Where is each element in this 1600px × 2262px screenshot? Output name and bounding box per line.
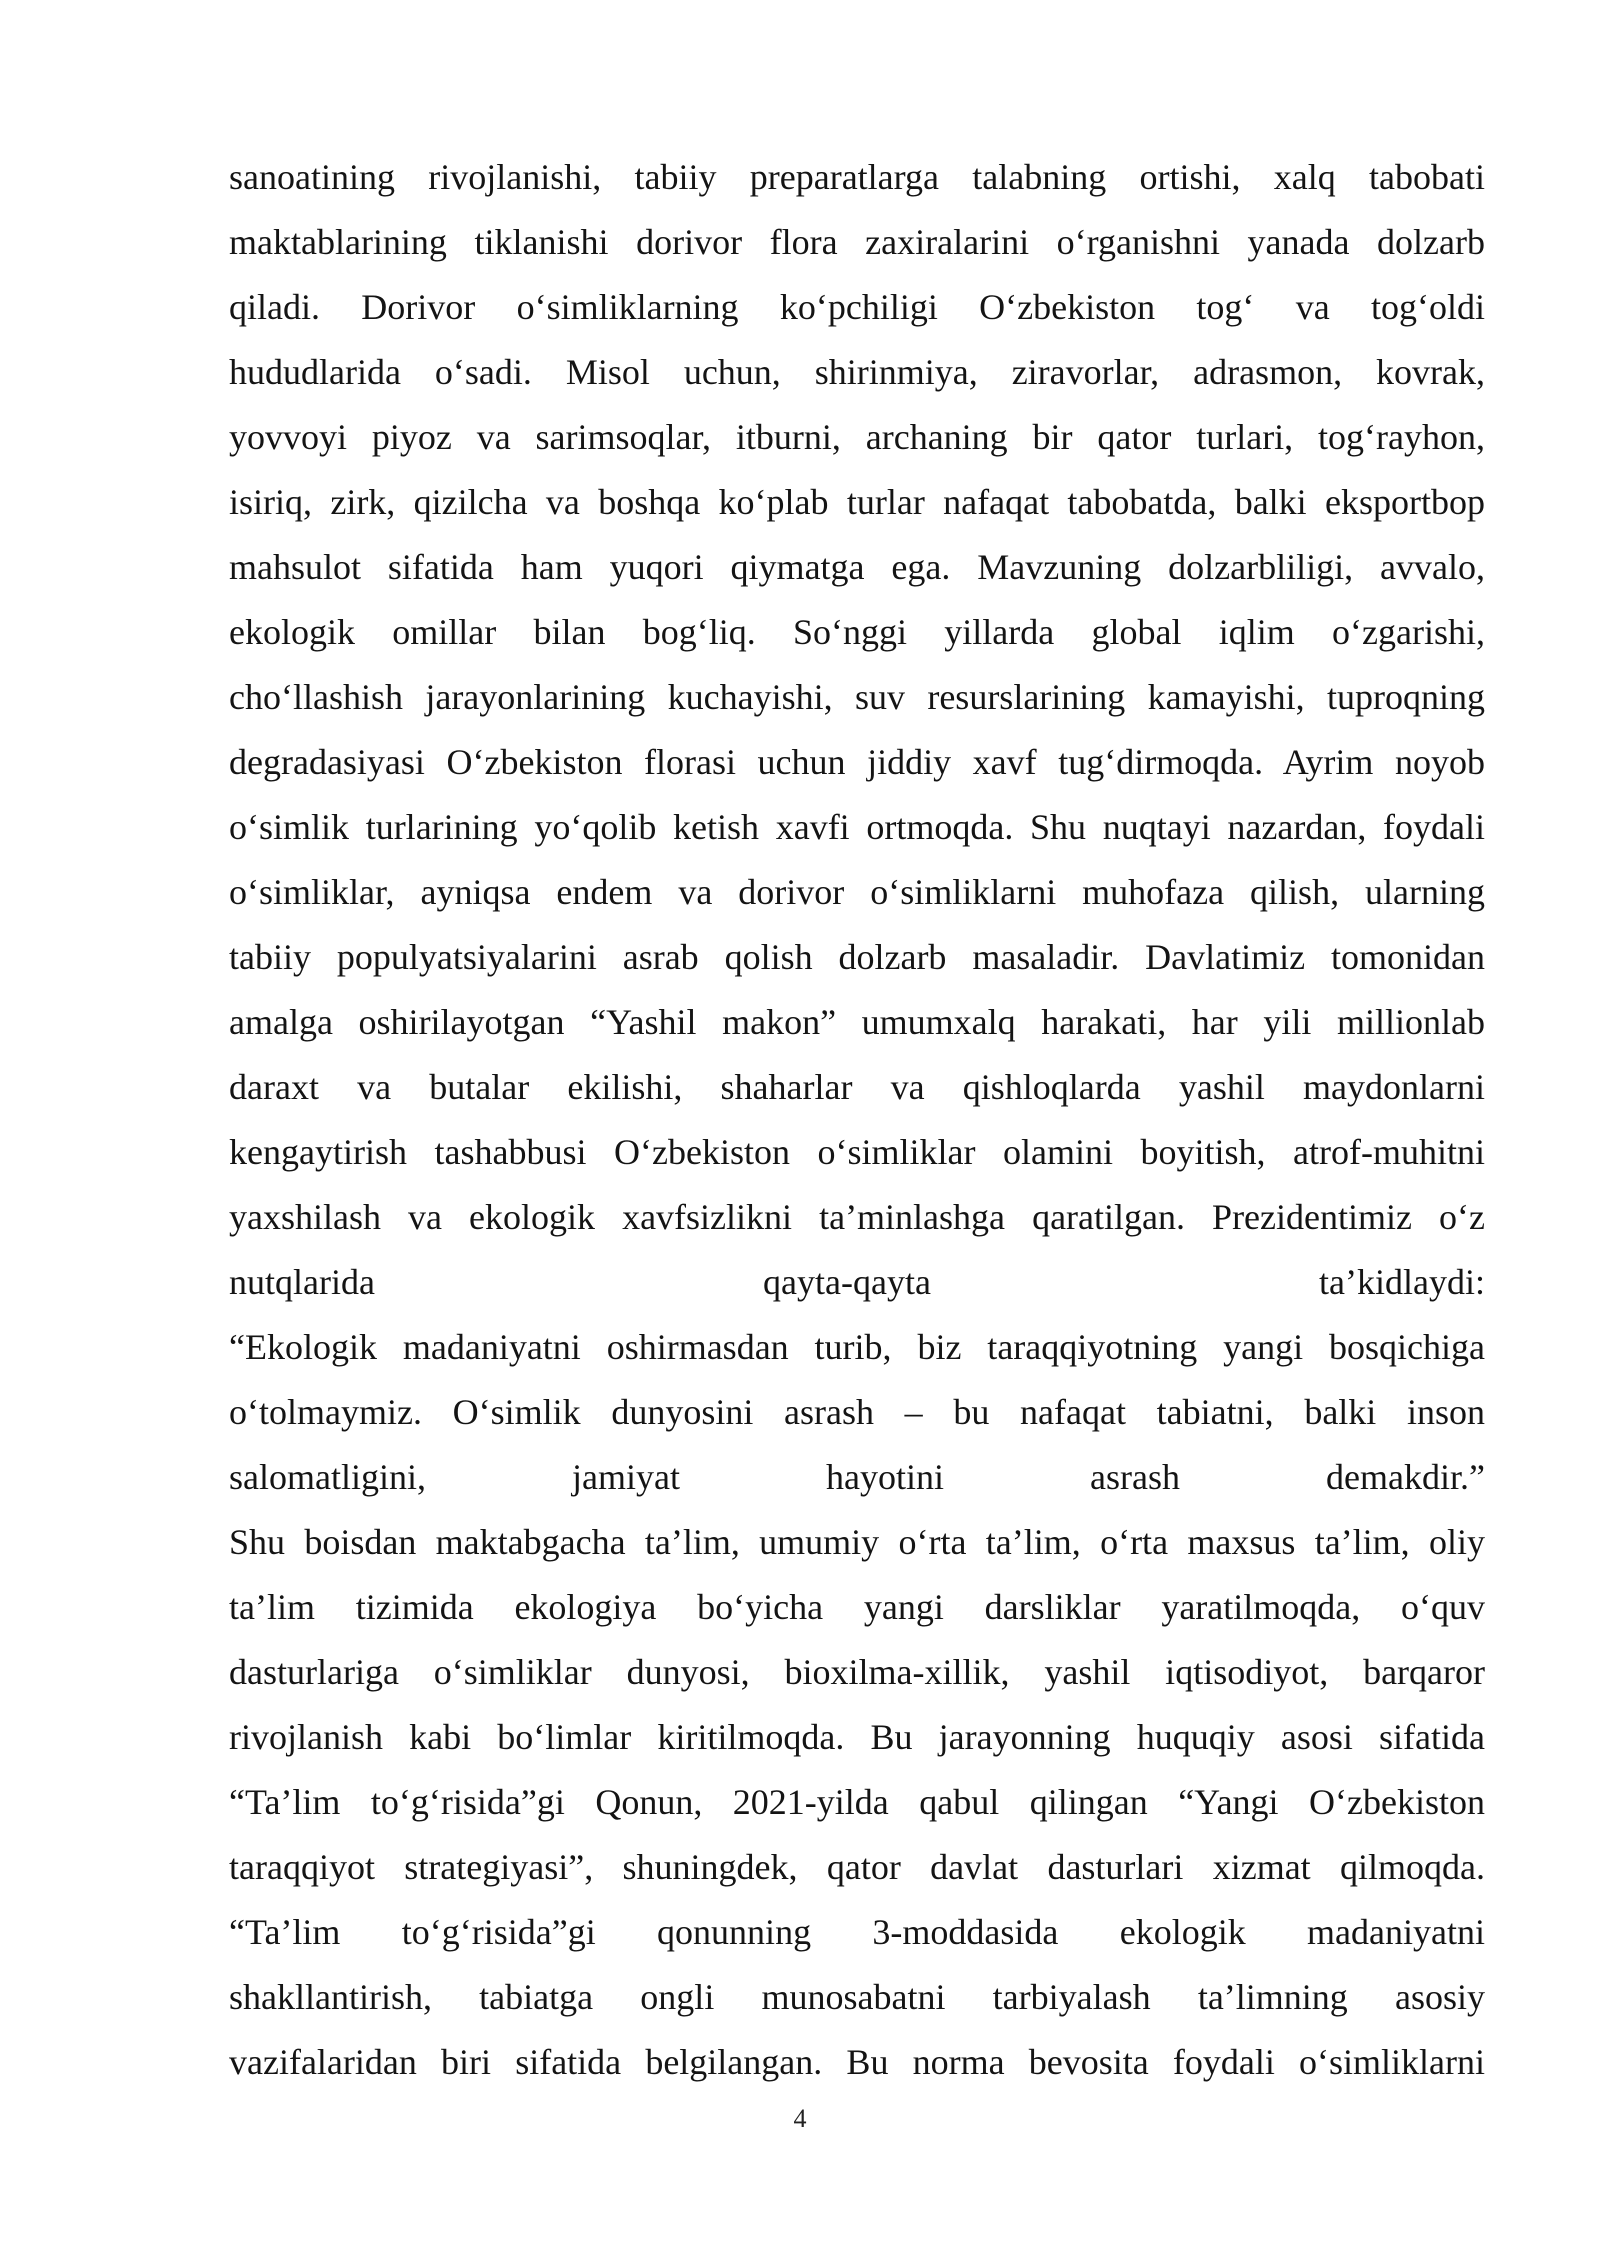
- text-line: maktablarining tiklanishi dorivor flora zaxiralarini o‘rganishni yanada dolzarb: [229, 222, 1485, 262]
- text-line: qiladi. Dorivor o‘simliklarning ko‘pchiligi O‘zbekiston tog‘ va tog‘oldi: [229, 287, 1485, 327]
- quote-line: “Ekologik madaniyatni oshirmasdan turib, biz taraqqiyotning yangi bosqichiga: [229, 1327, 1485, 1367]
- text-line: mahsulot sifatida ham yuqori qiymatga ega. Mavzuning dolzarbliligi, avvalo,: [229, 547, 1485, 587]
- quote-line: o‘tolmaymiz. O‘simlik dunyosini asrash – bu nafaqat tabiatni, balki inson: [229, 1392, 1485, 1432]
- text-line: degradasiyasi O‘zbekiston florasi uchun jiddiy xavf tug‘dirmoqda. Ayrim noyob: [229, 742, 1485, 782]
- text-line: yaxshilash va ekologik xavfsizlikni ta’minlashga qaratilgan. Prezidentimiz o‘z: [229, 1197, 1485, 1237]
- text-line: ta’lim tizimida ekologiya bo‘yicha yangi darsliklar yaratilmoqda, o‘quv: [229, 1587, 1485, 1627]
- text-line: sanoatining rivojlanishi, tabiiy preparatlarga talabning ortishi, xalq tabobati: [229, 157, 1485, 197]
- text-line: amalga oshirilayotgan “Yashil makon” umumxalq harakati, har yili millionlab: [229, 1002, 1485, 1042]
- text-line: dasturlariga o‘simliklar dunyosi, bioxilma-xillik, yashil iqtisodiyot, barqaror: [229, 1652, 1485, 1692]
- text-line: ekologik omillar bilan bog‘liq. So‘nggi yillarda global iqlim o‘zgarishi,: [229, 612, 1485, 652]
- text-line: o‘simlik turlarining yo‘qolib ketish xavfi ortmoqda. Shu nuqtayi nazardan, foydali: [229, 807, 1485, 847]
- text-line: rivojlanish kabi bo‘limlar kiritilmoqda. Bu jarayonning huquqiy asosi sifatida: [229, 1717, 1485, 1757]
- body-text: [229, 145, 1485, 2095]
- page-number: 4: [793, 2104, 807, 2133]
- text-line: o‘simliklar, ayniqsa endem va dorivor o‘simliklarni muhofaza qilish, ularning: [229, 872, 1485, 912]
- text-line: isiriq, zirk, qizilcha va boshqa ko‘plab turlar nafaqat tabobatda, balki eksportbop: [229, 482, 1485, 522]
- quote-line: salomatligini, jamiyat hayotini asrash demakdir.”: [229, 1457, 1485, 1497]
- text-line: Shu boisdan maktabgacha ta’lim, umumiy o‘rta ta’lim, o‘rta maxsus ta’lim, oliy: [229, 1522, 1485, 1562]
- text-line: daraxt va butalar ekilishi, shaharlar va qishloqlarda yashil maydonlarni: [229, 1067, 1485, 1107]
- text-line: hududlarida o‘sadi. Misol uchun, shirinmiya, ziravorlar, adrasmon, kovrak,: [229, 352, 1485, 392]
- text-line: tabiiy populyatsiyalarini asrab qolish dolzarb masaladir. Davlatimiz tomonidan: [229, 937, 1485, 977]
- text-line: yovvoyi piyoz va sarimsoqlar, itburni, archaning bir qator turlari, tog‘rayhon,: [229, 417, 1485, 457]
- text-line: shakllantirish, tabiatga ongli munosabatni tarbiyalash ta’limning asosiy: [229, 1977, 1485, 2017]
- text-line: “Ta’lim to‘g‘risida”gi Qonun, 2021-yilda qabul qilingan “Yangi O‘zbekiston: [229, 1782, 1485, 1822]
- text-line: kengaytirish tashabbusi O‘zbekiston o‘simliklar olamini boyitish, atrof-muhitni: [229, 1132, 1485, 1172]
- text-line: taraqqiyot strategiyasi”, shuningdek, qator davlat dasturlari xizmat qilmoqda.: [229, 1847, 1485, 1887]
- text-line: nutqlarida qayta-qayta ta’kidlaydi:: [229, 1262, 1485, 1302]
- text-line: “Ta’lim to‘g‘risida”gi qonunning 3-moddasida ekologik madaniyatni: [229, 1912, 1485, 1952]
- text-line: cho‘llashish jarayonlarining kuchayishi, suv resurslarining kamayishi, tuproqning: [229, 677, 1485, 717]
- text-line: vazifalaridan biri sifatida belgilangan. Bu norma bevosita foydali o‘simliklarni: [229, 2042, 1485, 2082]
